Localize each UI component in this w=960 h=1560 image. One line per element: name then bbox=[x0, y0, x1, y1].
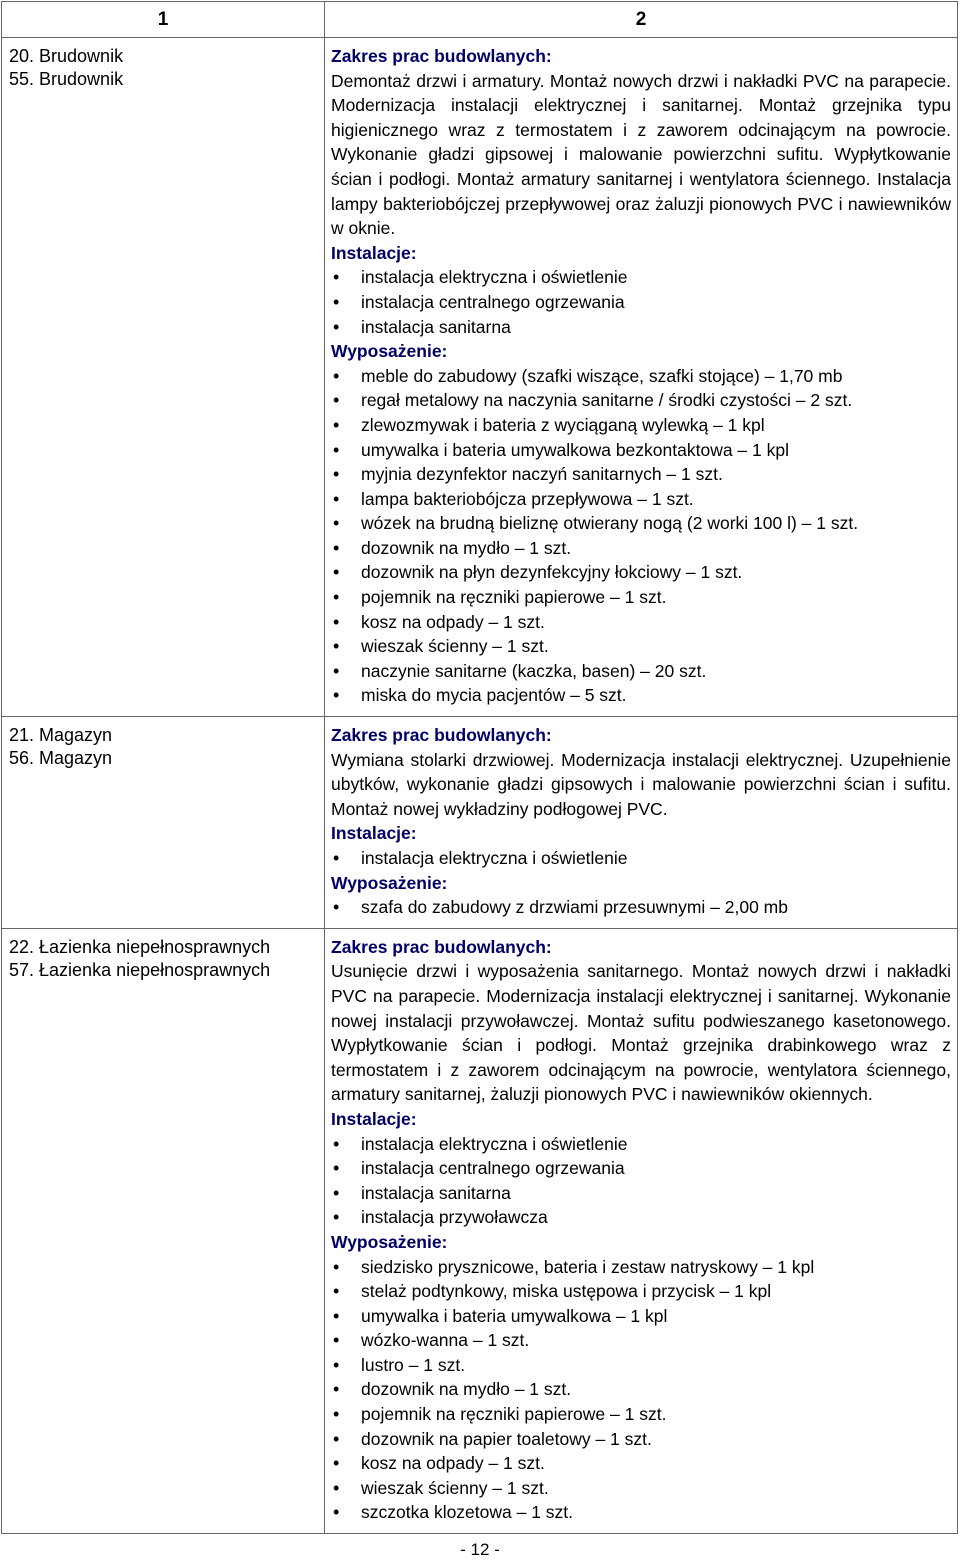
table-row bbox=[2, 717, 958, 929]
list-item: • kosz na odpady – 1 szt. bbox=[331, 1451, 951, 1476]
room-name: 56. Magazyn bbox=[9, 748, 113, 769]
list-item: • dozownik na płyn dezynfekcyjny łokciowy – 1 szt. bbox=[331, 560, 951, 585]
list-item: • lampa bakteriobójcza przepływowa – 1 szt. bbox=[331, 487, 951, 512]
section-heading: Instalacje: bbox=[331, 823, 417, 844]
room-name: 55. Brudownik bbox=[9, 69, 124, 89]
works-description: Demontaż drzwi i armatury. Montaż nowych drzwi i nakładki PVC na parapecie. Modernizacja instalacji elektrycznej i sanitarnej. Montaż grzejnika typu higienicznego wraz z termostatem i z zaworem odcinającym na powrocie. Wykonanie gładzi gipsowej i malowanie powierzchni sufitu. Wypłytkowanie ścian i podłogi. Montaż armatury sanitarnej i wentylatora ściennego. Instalacja lampy bakteriobójczej przepływowej oraz żaluzji pionowych PVC i nawiewników w oknie. bbox=[331, 70, 951, 239]
section-heading: Zakres prac budowlanych: bbox=[331, 936, 552, 957]
bullet-list bbox=[331, 265, 951, 339]
scope-cell bbox=[325, 717, 958, 929]
room-name: 20. Brudownik bbox=[9, 46, 124, 66]
list-item: • instalacja centralnego ogrzewania bbox=[331, 290, 951, 315]
scope-cell bbox=[325, 38, 958, 717]
list-item: • dozownik na mydło – 1 szt. bbox=[331, 1377, 951, 1402]
list-item: • naczynie sanitarne (kaczka, basen) – 20 szt. bbox=[331, 659, 951, 684]
specification-table bbox=[1, 1, 958, 1534]
works-description: Usunięcie drzwi i wyposażenia sanitarnego. Montaż nowych drzwi i nakładki PVC na parapecie. Modernizacja instalacji elektrycznej i sanitarnej. Wykonanie nowej instalacji przywoławczej. Montaż sufitu podwieszanego kasetonowego. Wypłytkowanie ścian i podłogi. Montaż grzejnika drabinkowego wraz z termostatem i z zaworem odcinającym na powrocie, wentylatora ściennego, armatury sanitarnej, żaluzji pionowych PVC i nawiewników okiennych. bbox=[331, 961, 951, 1105]
list-item: • instalacja elektryczna i oświetlenie bbox=[331, 846, 951, 871]
list-item: • instalacja elektryczna i oświetlenie bbox=[331, 1132, 951, 1157]
room-name-cell bbox=[2, 928, 325, 1533]
bullet-list bbox=[331, 1255, 951, 1526]
table-row bbox=[2, 38, 958, 717]
list-item: • siedzisko prysznicowe, bateria i zestaw natryskowy – 1 kpl bbox=[331, 1255, 951, 1280]
table-body bbox=[2, 38, 958, 1534]
list-item: • instalacja przywoławcza bbox=[331, 1205, 951, 1230]
list-item: • stelaż podtynkowy, miska ustępowa i przycisk – 1 kpl bbox=[331, 1279, 951, 1304]
room-name: 21. Magazyn bbox=[9, 725, 113, 746]
list-item: • wózek na brudną bieliznę otwierany nogą (2 worki 100 l) – 1 szt. bbox=[331, 511, 951, 536]
bullet-list bbox=[331, 846, 951, 871]
list-item: • szczotka klozetowa – 1 szt. bbox=[331, 1500, 951, 1525]
section-heading: Zakres prac budowlanych: bbox=[331, 46, 552, 66]
section-heading: Wyposażenie: bbox=[331, 1231, 448, 1252]
room-name: 22. Łazienka niepełnosprawnych bbox=[9, 936, 271, 957]
bullet-list bbox=[331, 895, 951, 920]
list-item: • instalacja sanitarna bbox=[331, 1181, 951, 1206]
page-number: - 12 - bbox=[460, 1540, 500, 1559]
list-item: • kosz na odpady – 1 szt. bbox=[331, 610, 951, 635]
list-item: • dozownik na papier toaletowy – 1 szt. bbox=[331, 1427, 951, 1452]
list-item: • dozownik na mydło – 1 szt. bbox=[331, 536, 951, 561]
list-item: • pojemnik na ręczniki papierowe – 1 szt. bbox=[331, 1402, 951, 1427]
list-item: • instalacja elektryczna i oświetlenie bbox=[331, 265, 951, 290]
list-item: • meble do zabudowy (szafki wiszące, szafki stojące) – 1,70 mb bbox=[331, 364, 951, 389]
column-header-2: 2 bbox=[325, 2, 958, 38]
section-heading: Instalacje: bbox=[331, 1108, 417, 1129]
section-heading: Wyposażenie: bbox=[331, 341, 448, 362]
bullet-list bbox=[331, 364, 951, 708]
room-name-cell bbox=[2, 38, 325, 717]
works-description: Wymiana stolarki drzwiowej. Modernizacja instalacji elektrycznej. Uzupełnienie ubytków, wykonanie gładzi gipsowych i malowanie powierzchni ścian i sufitu. Montaż nowej wykładziny podłogowej PVC. bbox=[331, 749, 951, 819]
section-heading: Zakres prac budowlanych: bbox=[331, 725, 552, 746]
column-header-1: 1 bbox=[2, 2, 325, 38]
bullet-list bbox=[331, 1132, 951, 1230]
list-item: • wieszak ścienny – 1 szt. bbox=[331, 634, 951, 659]
list-item: • instalacja sanitarna bbox=[331, 315, 951, 340]
scope-cell bbox=[325, 928, 958, 1533]
section-heading: Wyposażenie: bbox=[331, 872, 448, 893]
list-item: • umywalka i bateria umywalkowa bezkontaktowa – 1 kpl bbox=[331, 438, 951, 463]
list-item: • miska do mycia pacjentów – 5 szt. bbox=[331, 683, 951, 708]
list-item: • instalacja centralnego ogrzewania bbox=[331, 1156, 951, 1181]
list-item: • regał metalowy na naczynia sanitarne / środki czystości – 2 szt. bbox=[331, 388, 951, 413]
room-name-cell bbox=[2, 717, 325, 929]
section-heading: Instalacje: bbox=[331, 242, 417, 263]
list-item: • lustro – 1 szt. bbox=[331, 1353, 951, 1378]
list-item: • wózko-wanna – 1 szt. bbox=[331, 1328, 951, 1353]
list-item: • szafa do zabudowy z drzwiami przesuwnymi – 2,00 mb bbox=[331, 895, 951, 920]
list-item: • pojemnik na ręczniki papierowe – 1 szt. bbox=[331, 585, 951, 610]
list-item: • zlewozmywak i bateria z wyciąganą wylewką – 1 kpl bbox=[331, 413, 951, 438]
list-item: • umywalka i bateria umywalkowa – 1 kpl bbox=[331, 1304, 951, 1329]
table-header-row bbox=[2, 2, 958, 38]
list-item: • myjnia dezynfektor naczyń sanitarnych – 1 szt. bbox=[331, 462, 951, 487]
table-row bbox=[2, 928, 958, 1533]
room-name: 57. Łazienka niepełnosprawnych bbox=[9, 959, 271, 980]
list-item: • wieszak ścienny – 1 szt. bbox=[331, 1476, 951, 1501]
